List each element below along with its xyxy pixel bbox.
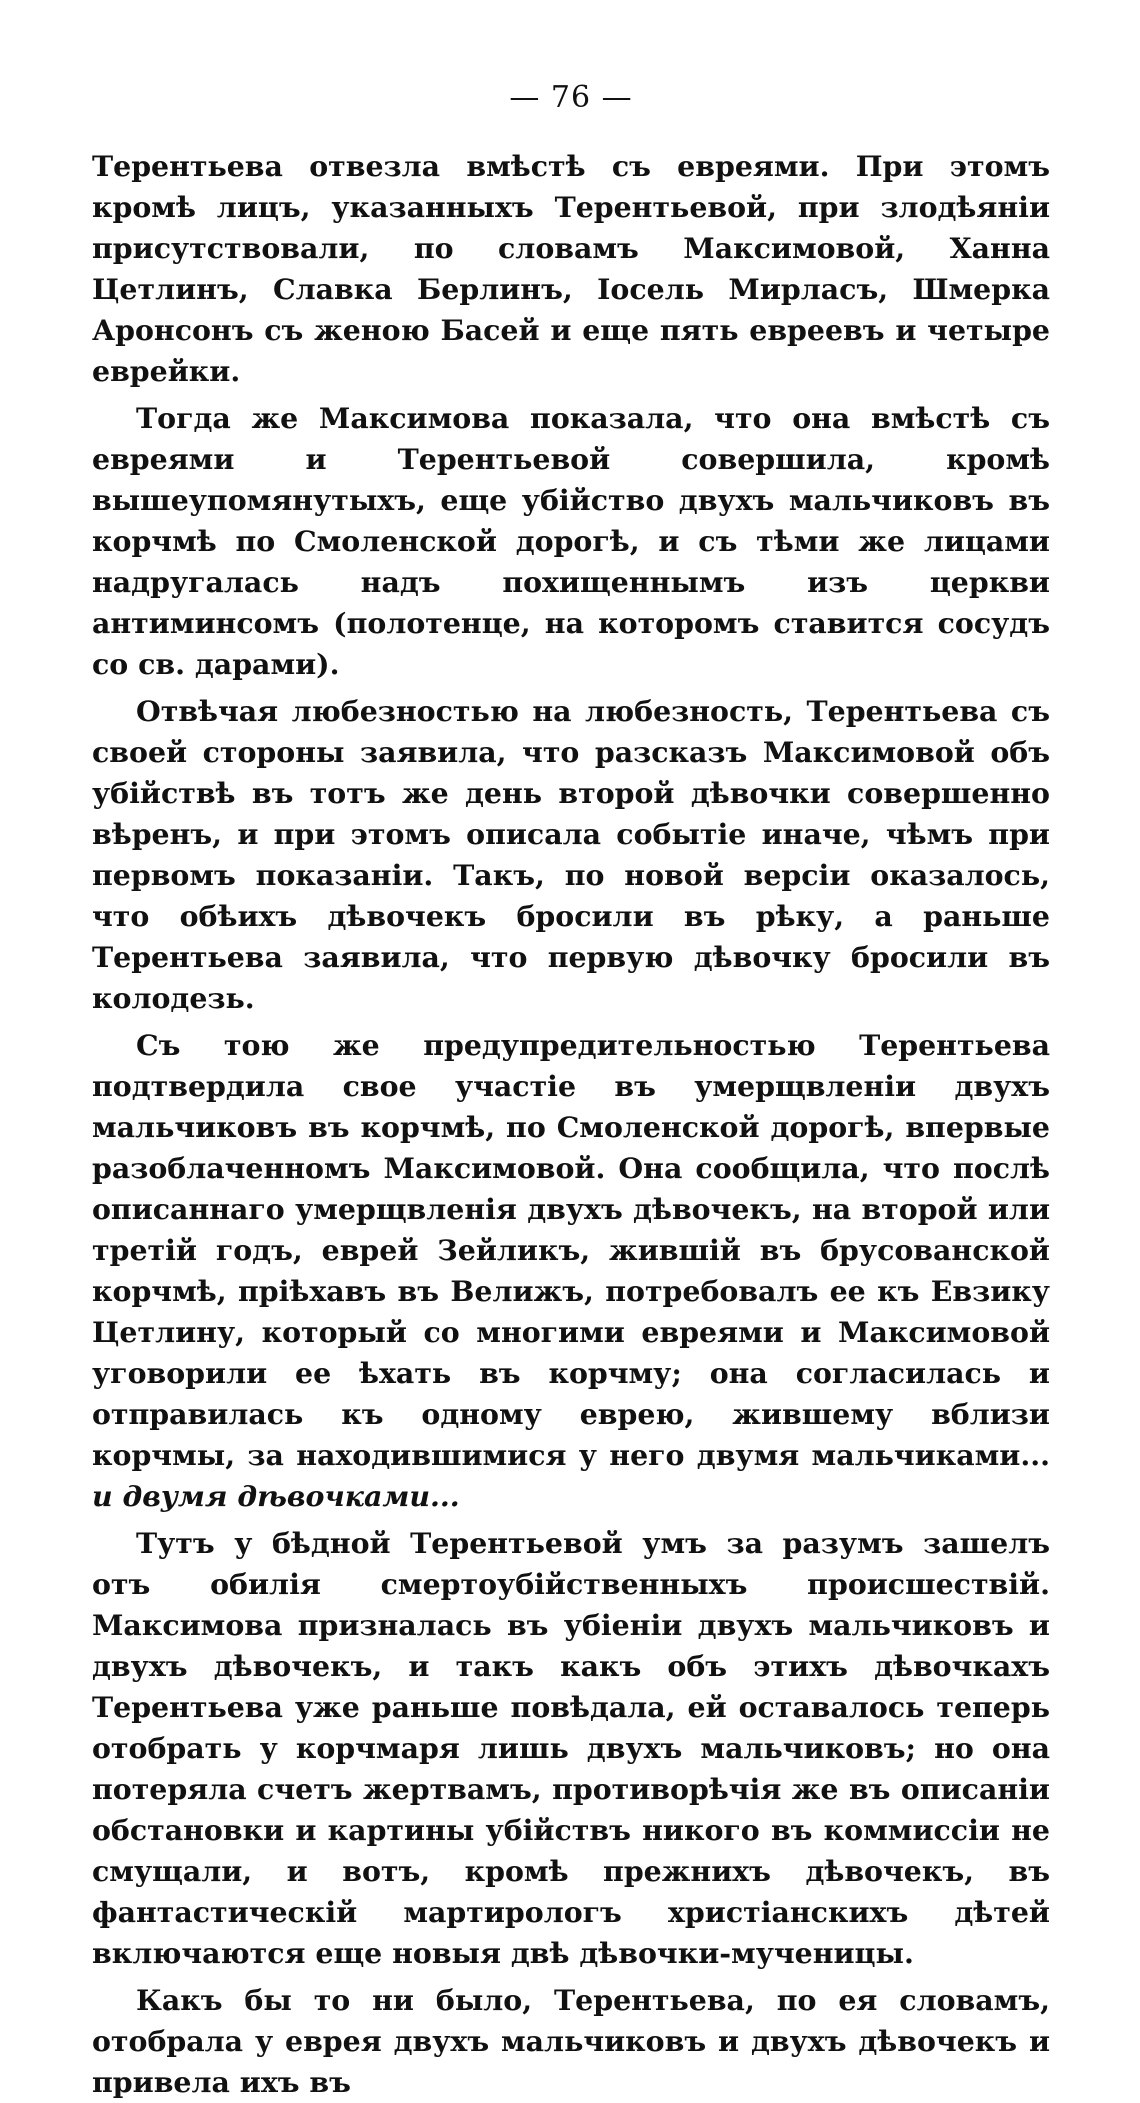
paragraph-4 [92,1025,1050,1517]
paragraph-1: Терентьева отвезла вмѣстѣ съ евреями. При этомъ кромѣ лицъ, указанныхъ Терентьевой, при злодѣяніи присутствовали, по словамъ Максимовой, Ханна Цетлинъ, Славка Берлинъ, Іосель Мирласъ, Шмерка Аронсонъ съ женою Басей и еще пять евреевъ и четыре еврейки. [92,149,1050,388]
paragraph-4-text: Съ тою же предупредительностью Терентьева подтвердила свое участіе въ умерщвленіи двухъ мальчиковъ въ корчмѣ, по Смоленской дорогѣ, впервые разоблаченномъ Максимовой. Она сообщила, что послѣ описаннаго умерщвленія двухъ дѣвочекъ, на второй или третій годъ, еврей Зейликъ, жившій въ брусованской корчмѣ, пріѣхавъ въ Велижъ, потребовалъ ее къ Евзику Цетлину, который со многими евреями и Максимовой уговорили ее ѣхать въ корчму; она согласилась и отправилась къ одному еврею, жившему вблизи корчмы, за находившимися у него двумя мальчиками... [92,1028,1050,1472]
paragraph-5: Тутъ у бѣдной Терентьевой умъ за разумъ зашелъ отъ обилія смертоубійственныхъ происшествій. Максимова призналась въ убіеніи двухъ мальчиковъ и двухъ дѣвочекъ, и такъ какъ объ этихъ дѣвочкахъ Терентьева уже раньше повѣдала, ей оставалось теперь отобрать у корчмаря лишь двухъ мальчиковъ; но она потеряла счетъ жертвамъ, противорѣчія же въ описаніи обстановки и картины убійствъ никого въ коммиссіи не смущали, и вотъ, кромѣ прежнихъ дѣвочекъ, въ фантастическій мартирологъ христіанскихъ дѣтей включаются еще новыя двѣ дѣвочки-мученицы. [92,1526,1050,1970]
paragraph-3: Отвѣчая любезностью на любезность, Терентьева съ своей стороны заявила, что разсказъ Максимовой объ убійствѣ въ тотъ же день второй дѣвочки совершенно вѣренъ, и при этомъ описала событіе иначе, чѣмъ при первомъ показаніи. Такъ, по новой версіи оказалось, что обѣихъ дѣвочекъ бросили въ рѣку, а раньше Терентьева заявила, что первую дѣвочку бросили въ колодезь. [92,694,1050,1015]
paragraph-6: Какъ бы то ни было, Терентьева, по ея словамъ, отобрала у еврея двухъ мальчиковъ и двухъ дѣвочекъ и привела ихъ въ [92,1983,1050,2099]
text-body [92,146,1050,2103]
page-number: — 76 — [509,80,633,115]
paragraph-4-italic: и двумя дѣвочками... [92,1479,460,1513]
paragraph-2: Тогда же Максимова показала, что она вмѣстѣ съ евреями и Терентьевой совершила, кромѣ вышеупомянутыхъ, еще убійство двухъ мальчиковъ въ корчмѣ по Смоленской дорогѣ, и съ тѣми же лицами надругалась надъ похищеннымъ изъ церкви антиминсомъ (полотенце, на которомъ ставится сосудъ со св. дарами). [92,401,1050,681]
